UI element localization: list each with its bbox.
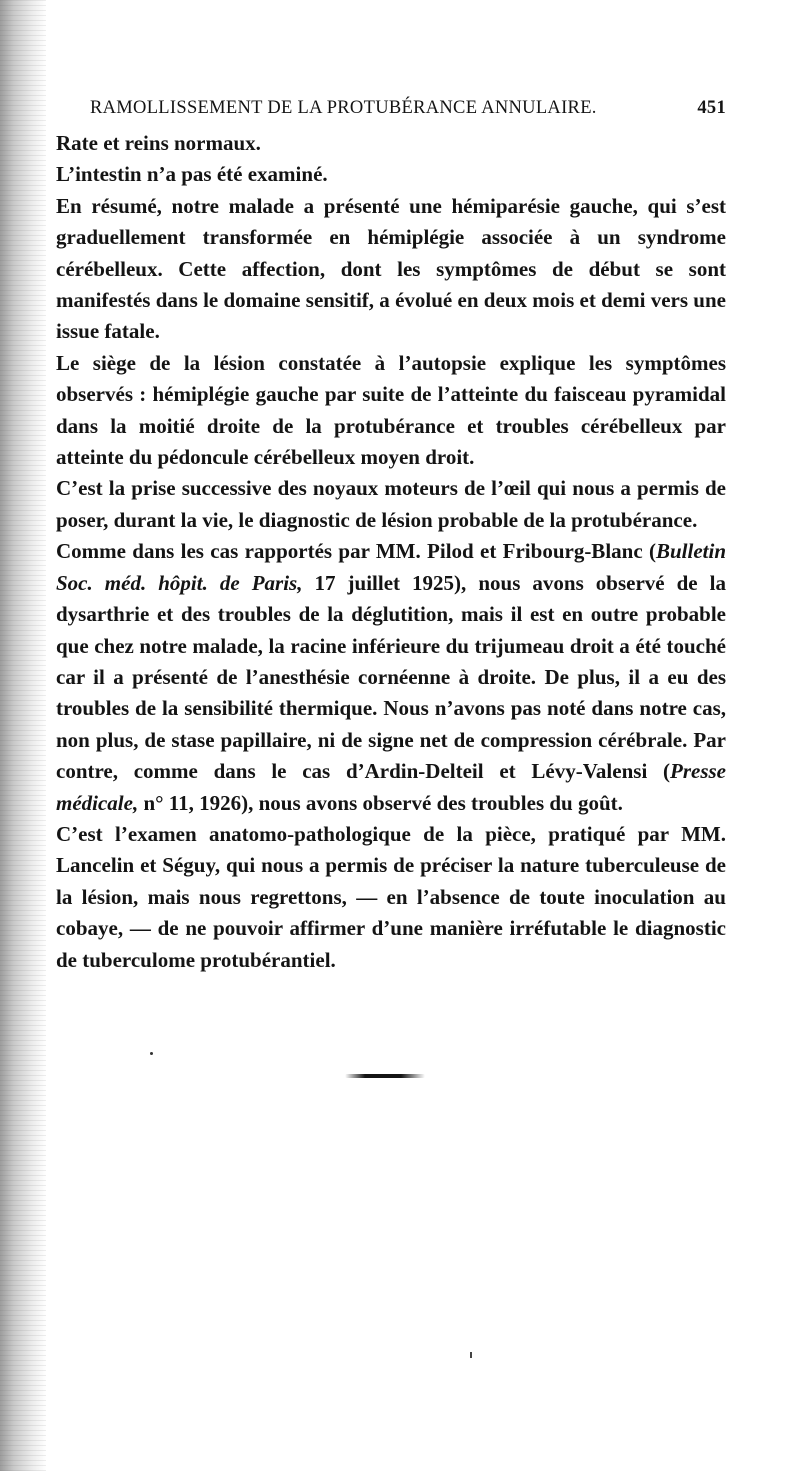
paragraph-4: Le siège de la lésion constatée à l’autopsie explique les symptômes observés : hémiplégie gauche par suite de l’atteinte du faisceau pyramidal dans la moitié droite de la protubérance et troubles cérébelleux par atteinte du pédoncule cérébelleux moyen droit. — [56, 350, 726, 470]
paragraph-6-part-c: n° 11, 1926), nous avons observé des troubles du goût. — [138, 790, 623, 815]
scan-speck-mark — [470, 1352, 472, 1358]
page-number: 451 — [697, 98, 726, 118]
paragraph-6-part-b: 17 juillet 1925), nous avons observé de la dysarthrie et des troubles de la déglutition, mais il est en outre probable que chez notre malade, la racine inférieure du trijumeau droit a été touché car il a présenté de l’anesthésie cornéenne à droite. De plus, il a eu des troubles de la sensibilité thermique. Nous n’avons pas noté dans notre cas, non plus, de stase papillaire, ni de signe net de compression cérébrale. Par contre, comme dans le cas d’Ardin-Delteil et Lévy-Valensi ( — [56, 570, 726, 784]
citation-presse: Presse médicale, — [56, 759, 726, 815]
paragraph-6 — [56, 536, 726, 819]
book-page — [56, 98, 726, 976]
paragraph-5: C’est la prise successive des noyaux moteurs de l’œil qui nous a permis de poser, durant la vie, le diagnostic de lésion probable de la protubérance. — [56, 476, 726, 532]
citation-bulletin: Bulletin Soc. méd. hôpit. de Paris, — [56, 539, 726, 595]
paragraph-1: Rate et reins normaux. — [56, 131, 261, 155]
paragraph-6-part-a: Comme dans les cas rapportés par MM. Pilod et Fribourg-Blanc ( — [56, 539, 656, 564]
running-header — [90, 98, 726, 128]
paragraph-2: L’intestin n’a pas été examiné. — [56, 162, 328, 187]
running-title: RAMOLLISSEMENT DE LA PROTUBÉRANCE ANNULAIRE. — [90, 98, 597, 118]
scan-margin-texture — [0, 0, 46, 1471]
paragraph-3: En résumé, notre malade a présenté une hémiparésie gauche, qui s’est graduellement transformée en hémiplégie associée à un syndrome cérébelleux. Cette affection, dont les symptômes de début se sont manifestés dans le domaine sensitif, a évolué en deux mois et demi vers une issue fatale. — [56, 193, 726, 344]
body-text — [56, 128, 726, 976]
paragraph-7: C’est l’examen anatomo-pathologique de la pièce, pratiqué par MM. Lancelin et Séguy, qui nous a permis de préciser la nature tuberculeuse de la lésion, mais nous regrettons, — en l’absence de toute inoculation au cobaye, — de ne pouvoir affirmer d’une manière irréfutable le diagnostic de tuberculome protubérantiel. — [56, 821, 726, 972]
scan-speck — [150, 1052, 153, 1055]
end-rule — [345, 1074, 425, 1078]
